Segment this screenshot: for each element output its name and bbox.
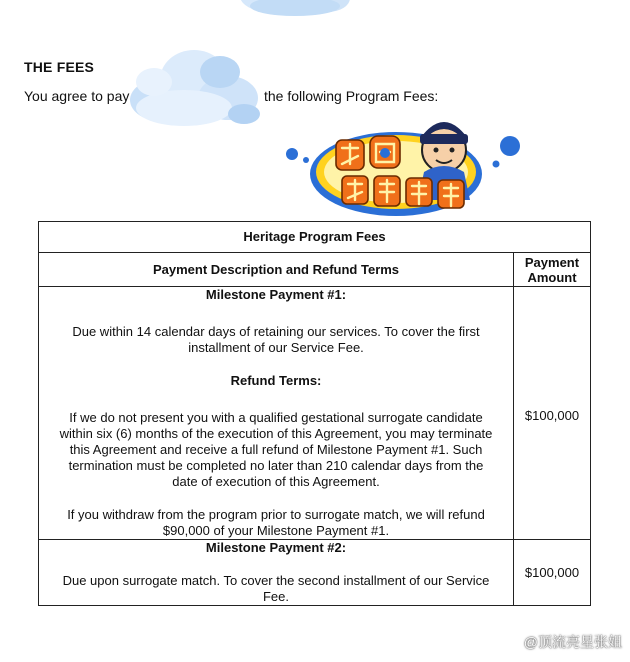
refund-text-line: date of execution of this Agreement. <box>172 474 380 489</box>
refund-terms-heading: Refund Terms: <box>230 373 322 388</box>
milestone-title: Milestone Payment #2: <box>205 540 347 555</box>
payment-amount: $100,000 <box>514 540 591 606</box>
refund-text-line: termination must be completed no later than 210 calendar days from the <box>68 458 484 473</box>
cloud-decoration-top <box>240 0 350 20</box>
intro-text-end: the following Program Fees: <box>264 88 439 104</box>
section-heading: THE FEES <box>24 59 95 75</box>
refund-text-line: If we do not present you with a qualified gestational surrogate candidate <box>69 410 483 425</box>
milestone-title: Milestone Payment #1: <box>205 287 347 302</box>
payment-description <box>39 540 514 606</box>
table-row <box>39 540 591 606</box>
weibo-watermark <box>496 632 622 652</box>
column-header-amount-line1: Payment <box>524 254 580 270</box>
table-title: Heritage Program Fees <box>39 222 591 253</box>
due-text-line: Due within 14 calendar days of retaining our services. To cover the first <box>72 324 480 339</box>
column-header-amount <box>514 253 591 287</box>
payment-description <box>39 287 514 540</box>
withdraw-text-line: $90,000 of your Milestone Payment #1. <box>162 523 390 538</box>
variety-show-logo <box>284 120 534 220</box>
fee-table <box>38 221 591 606</box>
table-row <box>39 287 591 540</box>
column-header-description: Payment Description and Refund Terms <box>39 253 514 287</box>
cloud-decoration <box>124 42 264 130</box>
due-text-line: installment of our Service Fee. <box>188 340 364 355</box>
refund-text-line: within six (6) months of the execution of this Agreement, you may terminate <box>59 426 493 441</box>
intro-text-start: You agree to pay <box>24 88 130 104</box>
weibo-icon <box>496 633 518 651</box>
due-text-line: Due upon surrogate match. To cover the second installment of our Service <box>62 573 490 588</box>
refund-text-line: this Agreement and receive a full refund of Milestone Payment #1. Such <box>69 442 483 457</box>
withdraw-text-line: If you withdraw from the program prior to surrogate match, we will refund <box>67 507 485 522</box>
payment-amount: $100,000 <box>514 287 591 540</box>
due-text-line: Fee. <box>262 589 289 604</box>
column-header-amount-line2: Amount <box>527 269 577 285</box>
watermark-text: @顶流亮星张姐 <box>523 634 622 650</box>
